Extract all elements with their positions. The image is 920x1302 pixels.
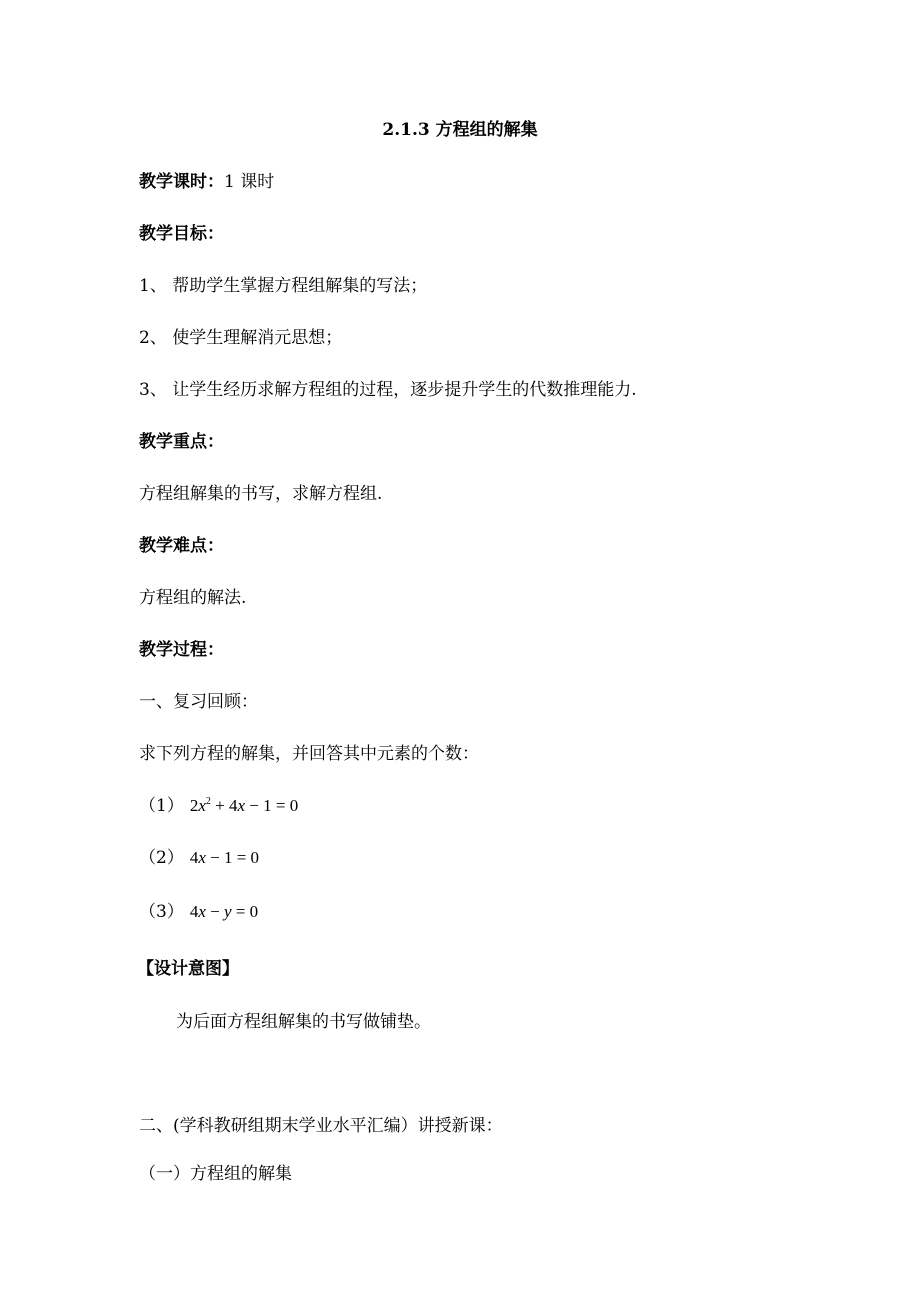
subsection-heading-1: （一）方程组的解集 [139,1164,292,1184]
key-points-text: 方程组解集的书写，求解方程组. [139,484,383,504]
review-prompt: 求下列方程的解集，并回答其中元素的个数： [139,744,479,764]
objectives-heading: 教学目标： [139,224,224,244]
objective-item-2: 2、 使学生理解消元思想； [139,328,343,348]
equation-2-formula: 4x − 1 = 0 [189,848,260,867]
equation-3 [139,901,258,923]
design-intent-text: 为后面方程组解集的书写做铺垫。 [176,1012,431,1032]
difficulties-text: 方程组的解法. [139,588,247,608]
objective-item-1: 1、 帮助学生掌握方程组解集的写法； [139,276,428,296]
equation-1-label: （1） [139,796,184,816]
lesson-time-label: 教学课时： [139,172,224,192]
lesson-time-value: 1 课时 [224,172,275,192]
equation-2 [139,847,259,869]
equation-2-label: （2） [139,848,184,868]
equation-3-label: （3） [139,902,184,922]
document-title: 2.1.3 方程组的解集 [382,120,538,140]
lesson-time-line [139,171,274,193]
equation-3-formula: 4x − y = 0 [189,902,259,921]
new-lesson-heading: 二、(学科教研组期末学业水平汇编）讲授新课： [139,1116,503,1136]
review-heading: 一、复习回顾： [139,692,258,712]
equation-1 [139,795,298,817]
design-intent-heading: 【设计意图】 [137,959,239,979]
equation-1-formula: $2x^2 + 4x - 1 = 0$ [189,796,299,815]
objective-item-3: 3、 让学生经历求解方程组的过程，逐步提升学生的代数推理能力. [139,380,637,400]
process-heading: 教学过程： [139,640,224,660]
key-points-heading: 教学重点： [139,432,224,452]
difficulties-heading: 教学难点： [139,536,224,556]
